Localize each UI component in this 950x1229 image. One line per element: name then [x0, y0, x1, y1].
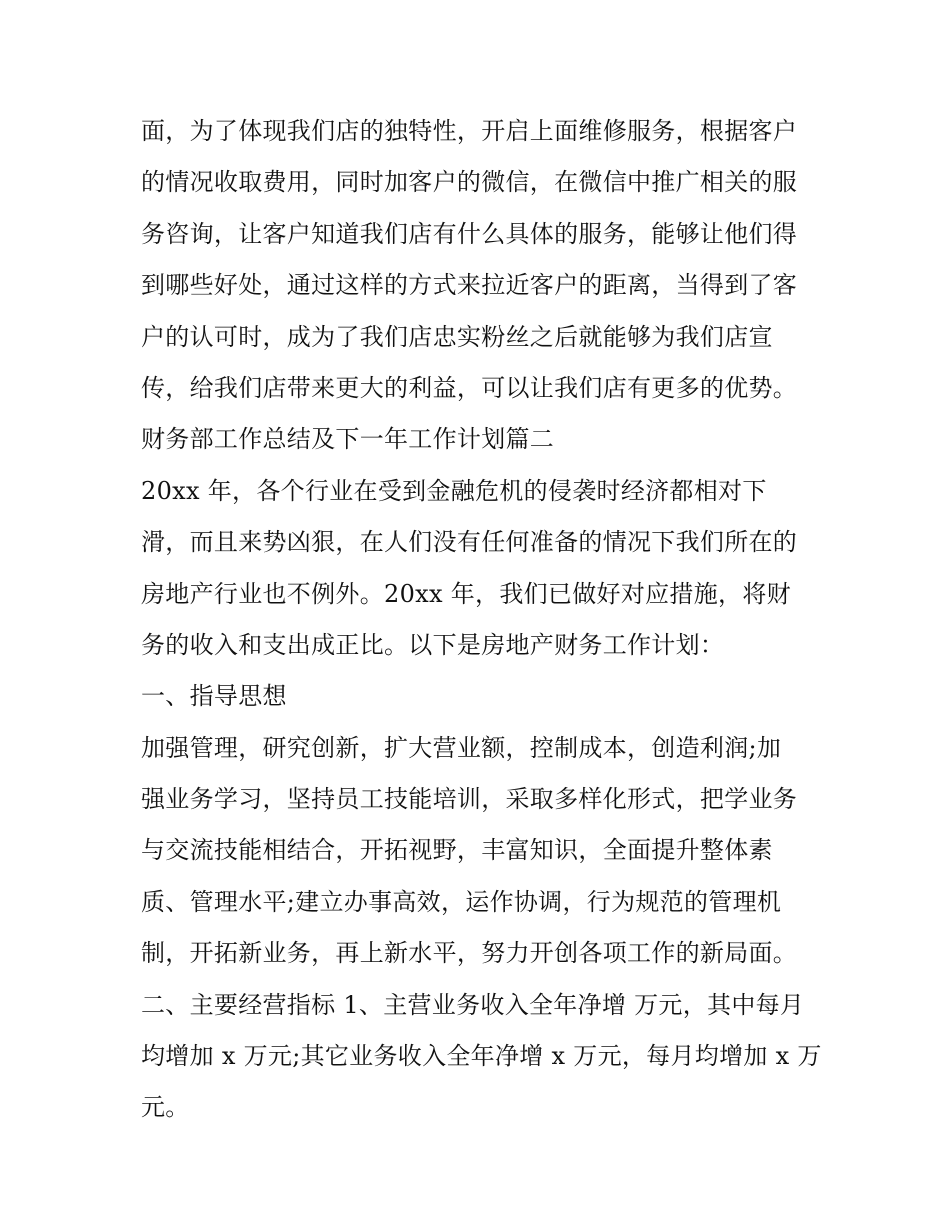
- text-line: 元。: [141, 1093, 190, 1122]
- text-line: 的情况收取费用，同时加客户的微信，在微信中推广相关的服: [141, 168, 798, 197]
- text-line: 到哪些好处，通过这样的方式来拉近客户的距离，当得到了客: [141, 271, 798, 300]
- text-line: 传，给我们店带来更大的利益，可以让我们店有更多的优势。: [141, 373, 798, 402]
- text-line: 面，为了体现我们店的独特性，开启上面维修服务，根据客户: [141, 117, 798, 145]
- text-line: 务咨询，让客户知道我们店有什么具体的服务，能够让他们得: [141, 219, 798, 248]
- text-line: 制，开拓新业务，再上新水平，努力开创各项工作的新局面。: [141, 939, 798, 968]
- text-line: 加强管理，研究创新，扩大营业额，控制成本，创造利润;加: [141, 733, 782, 762]
- text-line: 与交流技能相结合，开拓视野，丰富知识，全面提升整体素: [141, 836, 773, 865]
- section-title: 财务部工作总结及下一年工作计划篇二: [141, 425, 555, 454]
- text-line: 房地产行业也不例外。20xx 年，我们已做好对应措施，将财: [141, 579, 791, 608]
- section-heading: 二、主要经营指标 1、主营业务收入全年净增 万元，其中每月: [141, 990, 805, 1019]
- text-line: 均增加 x 万元;其它业务收入全年净增 x 万元，每月均增加 x 万: [141, 1042, 822, 1071]
- text-line: 质、管理水平;建立办事高效，运作协调，行为规范的管理机: [141, 887, 782, 916]
- text-line: 户的认可时，成为了我们店忠实粉丝之后就能够为我们店宣: [141, 322, 773, 351]
- section-heading: 一、指导思想: [141, 682, 287, 711]
- text-line: 强业务学习，坚持员工技能培训，采取多样化形式，把学业务: [141, 785, 798, 814]
- text-line: 务的收入和支出成正比。以下是房地产财务工作计划：: [141, 630, 725, 659]
- text-line: 滑，而且来势凶狠，在人们没有任何准备的情况下我们所在的: [141, 528, 798, 557]
- document-body: [141, 106, 821, 1134]
- text-line: 20xx 年，各个行业在受到金融危机的侵袭时经济都相对下: [141, 476, 767, 505]
